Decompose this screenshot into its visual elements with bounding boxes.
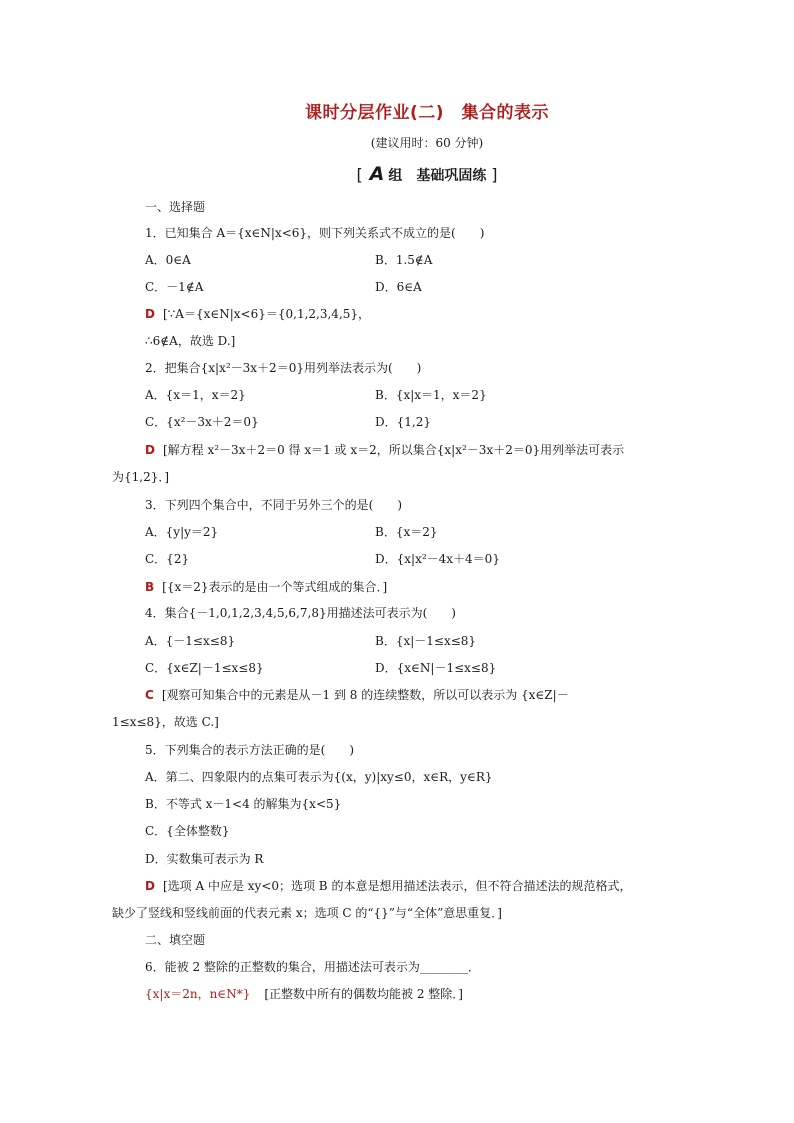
q5-explain-1: [选项 A 中应是 xy<0；选项 B 的本意是想用描述法表示，但不符合描述法的规范格式， [162,879,632,893]
q1-answer: D [145,307,155,321]
q2-option-c: C．{x²－3x＋2＝0} [145,415,259,429]
q1-explain-2: ∴6∉A，故选 D.] [145,334,236,348]
q5-option-d: D．实数集可表示为 R [145,852,264,866]
q3-option-d: D．{x|x²－4x＋4＝0} [375,552,500,566]
group-letter: A [369,163,385,185]
q1-solution [145,306,370,322]
q2-option-d: D．{1,2} [375,415,431,429]
q2-solution [145,442,624,458]
q5-solution [145,878,631,894]
q5-stem: 5．下列集合的表示方法正确的是( ) [145,743,354,757]
section-heading-fill: 二、填空题 [145,933,206,947]
q1-option-b: B．1.5∉A [375,253,433,267]
q3-option-a: A．{y|y＝2} [145,525,219,539]
q3-option-c: C．{2} [145,552,190,566]
q4-answer: C [145,688,154,702]
q2-explain-1: [解方程 x²－3x＋2＝0 得 x＝1 或 x＝2，所以集合{x|x²－3x＋2＝0}用列举法可表示 [162,443,625,457]
q5-option-b: B．不等式 x－1<4 的解集为{x<5} [145,797,342,811]
q4-option-d: D．{x∈N|－1≤x≤8} [375,661,497,675]
q5-option-c: C．{全体整数} [145,824,230,838]
q2-option-a: A．{x＝1，x＝2} [145,388,246,402]
group-heading [0,163,794,185]
q1-option-c: C．－1∉A [145,280,204,294]
q5-option-a: A．第二、四象限内的点集可表示为{(x，y)|xy≤0，x∈R，y∈R} [145,770,493,784]
q4-option-a: A．{－1≤x≤8} [145,634,236,648]
q4-solution [145,687,569,703]
q3-solution [145,579,387,595]
q3-answer: B [145,580,155,594]
q6-explain-1: [正整数中所有的偶数均能被 2 整除．] [264,987,463,1001]
q2-explain-2: 为{1,2}．] [112,470,170,484]
q1-explain-1: [∵A＝{x∈N|x<6}＝{0,1,2,3,4,5}， [162,307,371,321]
group-name: 组 基础巩固练 [388,168,487,184]
q4-option-c: C．{x∈Z|－1≤x≤8} [145,661,264,675]
q1-option-a: A．0∈A [145,253,191,267]
q2-stem: 2．把集合{x|x²－3x＋2＝0}用列举法表示为( ) [145,361,422,375]
q3-option-b: B．{x＝2} [375,525,438,539]
q1-stem: 1．已知集合 A＝{x∈N|x<6}，则下列关系式不成立的是( ) [145,226,485,240]
q5-explain-2: 缺少了竖线和竖线前面的代表元素 x；选项 C 的“{}”与“全体”意思重复．] [112,906,502,920]
q6-stem: 6．能被 2 整除的正整数的集合，用描述法可表示为________． [145,960,480,974]
q1-option-d: D．6∈A [375,280,422,294]
q2-option-b: B．{x|x＝1，x＝2} [375,388,487,402]
suggested-time: (建议用时：60 分钟) [370,136,484,150]
q4-explain-1: [观察可知集合中的元素是从－1 到 8 的连续整数，所以可以表示为 {x∈Z|－ [161,688,569,702]
q3-explain-1: [{x＝2}表示的是由一个等式组成的集合．] [162,580,388,594]
q3-stem: 3．下列四个集合中，不同于另外三个的是( ) [145,498,402,512]
q4-stem: 4．集合{－1,0,1,2,3,4,5,6,7,8}用描述法可表示为( ) [145,606,456,620]
q2-answer: D [145,443,155,457]
section-heading-choice: 一、选择题 [145,200,206,214]
page-title: 课时分层作业(二) 集合的表示 [304,103,550,123]
q4-option-b: B．{x|－1≤x≤8} [375,634,477,648]
q4-explain-2: 1≤x≤8}，故选 C.] [112,715,219,729]
group-open-bracket: [ [356,165,363,184]
q6-solution [145,986,463,1002]
q5-answer: D [145,879,155,893]
q6-answer: {x|x＝2n，n∈N*} [145,987,251,1001]
group-close-bracket: ] [491,165,498,184]
